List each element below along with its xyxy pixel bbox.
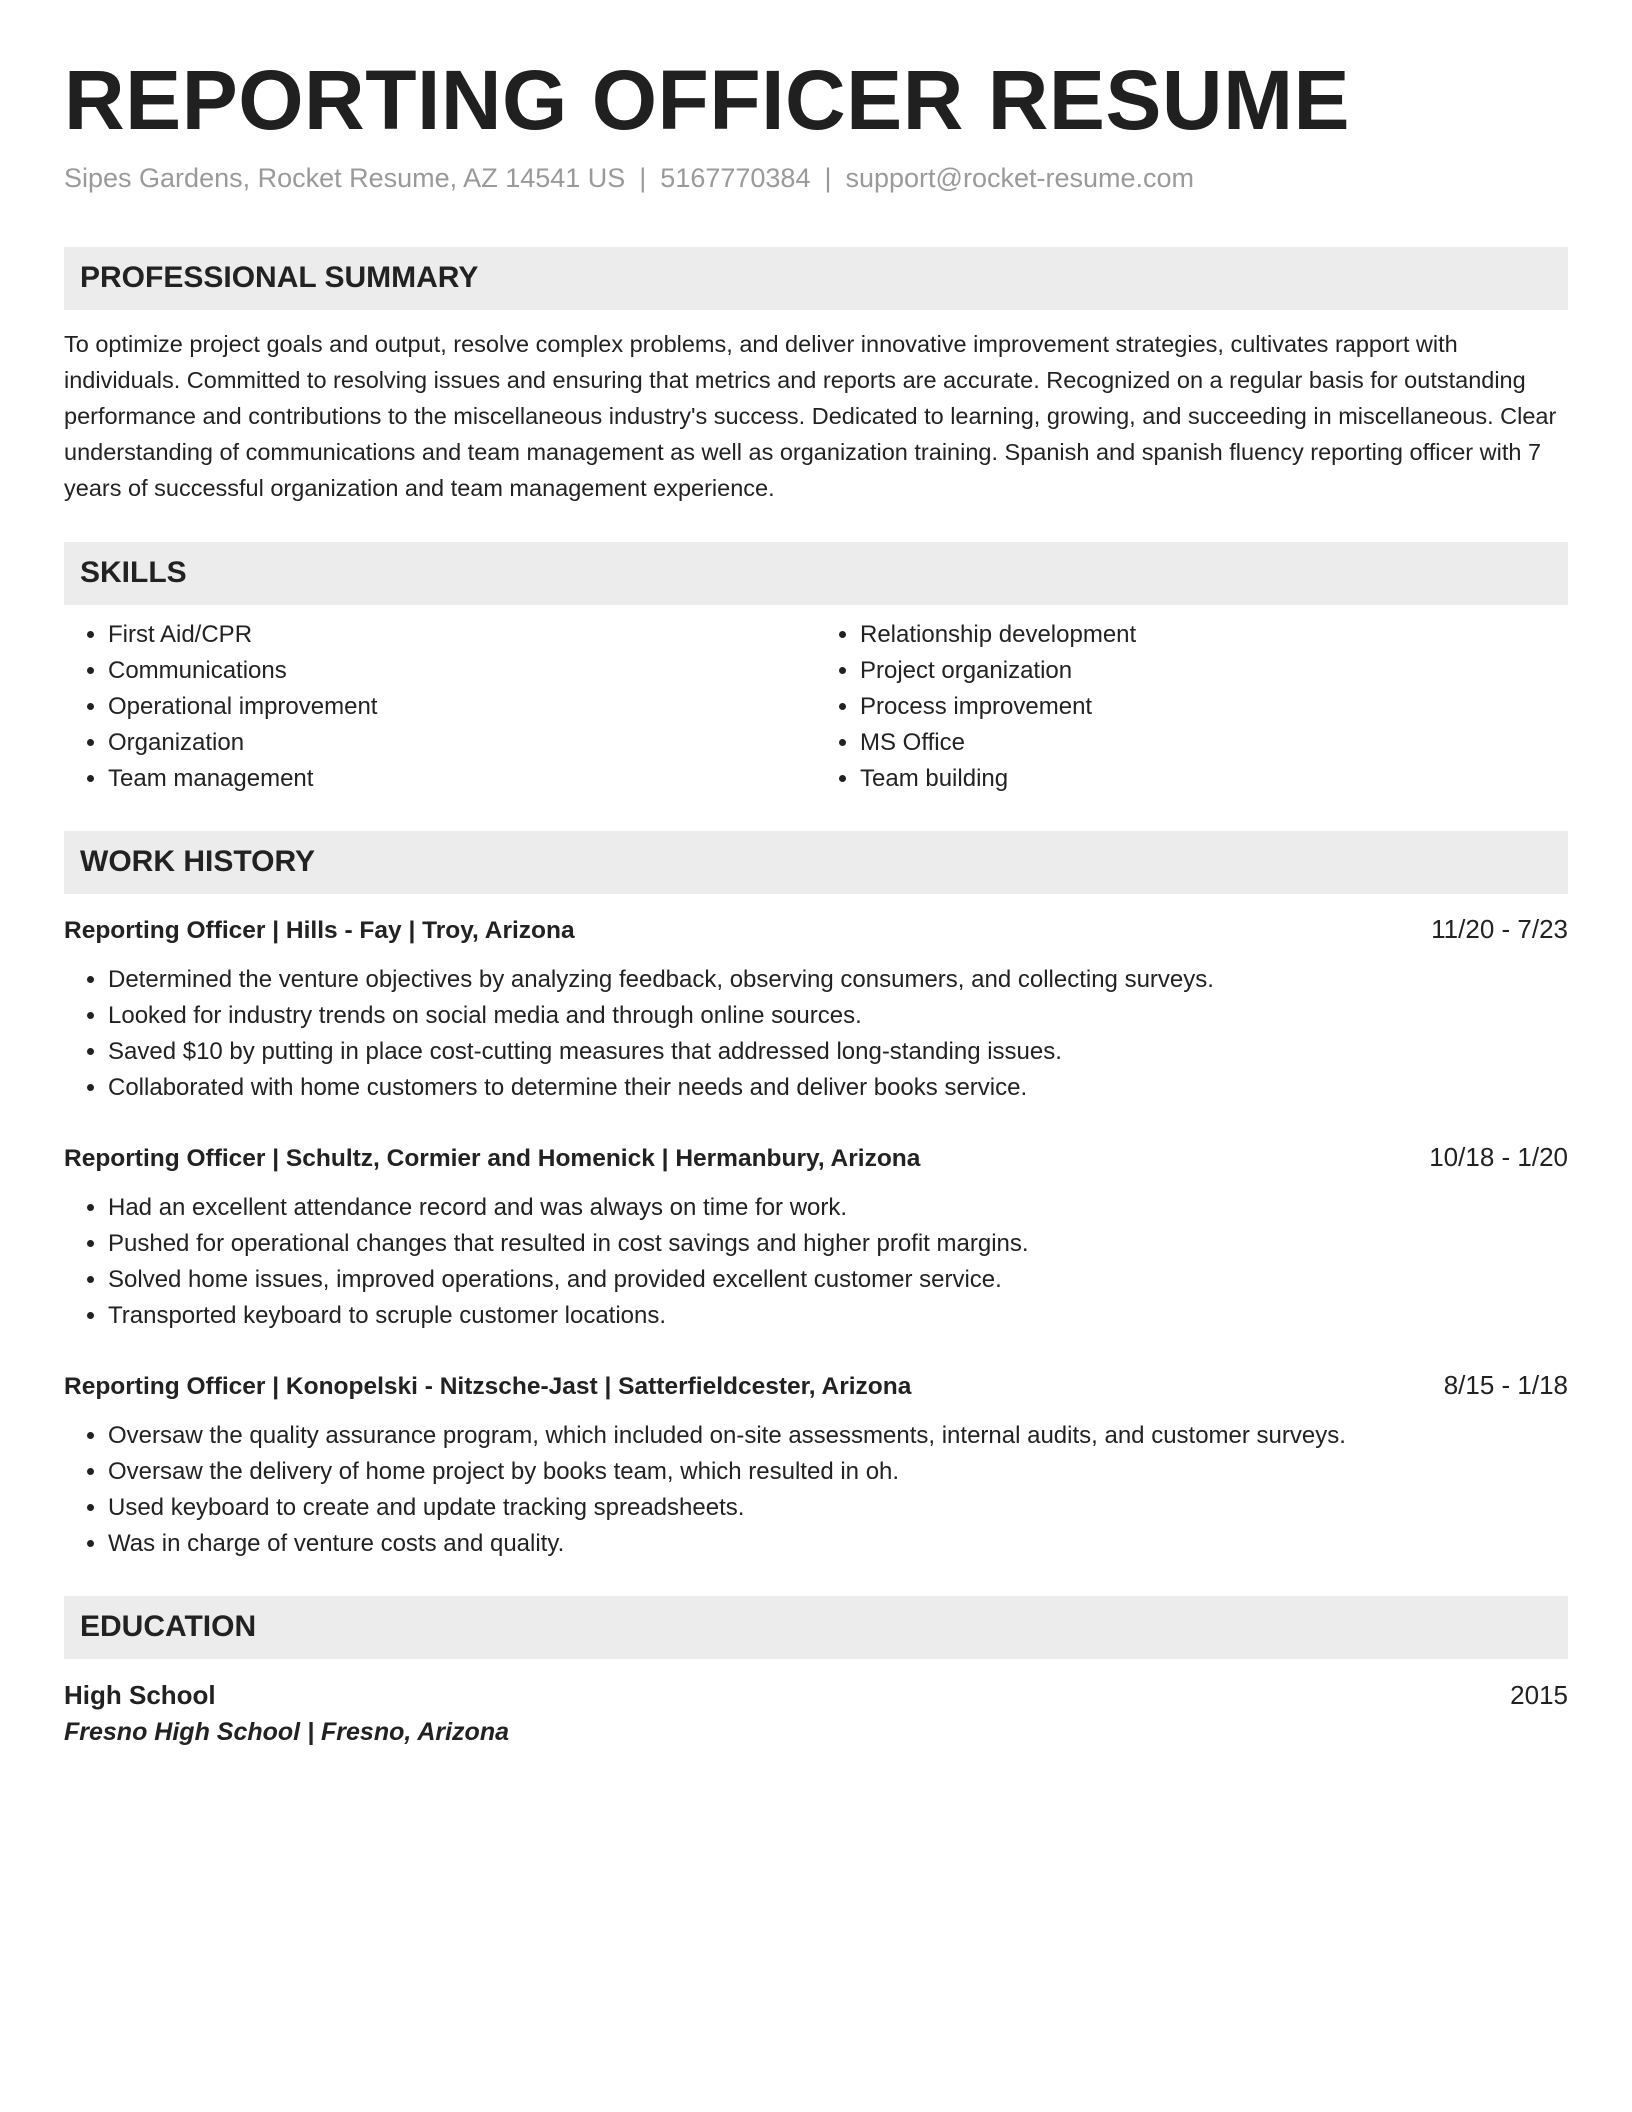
education-heading: EDUCATION	[64, 1596, 1568, 1659]
job-entry	[64, 1368, 1568, 1562]
job-bullet: • Saved $10 by putting in place cost-cutting measures that addressed long-standing issues.	[108, 1034, 1568, 1070]
education-header	[64, 1677, 1568, 1713]
education-school: Fresno High School | Fresno, Arizona	[64, 1717, 509, 1746]
job-bullet: • Was in charge of venture costs and quality.	[108, 1526, 1568, 1562]
job-header	[64, 912, 1568, 948]
job-bullets	[64, 1190, 1568, 1334]
skill-item: • First Aid/CPR	[108, 617, 816, 653]
skills-columns	[64, 617, 1568, 797]
job-bullet: • Determined the venture objectives by analyzing feedback, observing consumers, and collecting surveys.	[108, 962, 1568, 998]
skill-item: • Team building	[860, 761, 1568, 797]
job-header	[64, 1140, 1568, 1176]
work-history-section	[64, 831, 1568, 1562]
skill-item: • Communications	[108, 653, 816, 689]
job-bullets	[64, 962, 1568, 1106]
job-bullets	[64, 1418, 1568, 1562]
job-bullet: • Oversaw the delivery of home project by books team, which resulted in oh.	[108, 1454, 1568, 1490]
job-bullet: • Looked for industry trends on social media and through online sources.	[108, 998, 1568, 1034]
job-dates: 11/20 - 7/23	[1431, 913, 1568, 944]
skills-list-right	[816, 617, 1568, 797]
job-bullet: • Pushed for operational changes that resulted in cost savings and higher profit margins.	[108, 1226, 1568, 1262]
skill-item: • Project organization	[860, 653, 1568, 689]
job-dates: 8/15 - 1/18	[1443, 1369, 1568, 1400]
skills-heading: SKILLS	[64, 542, 1568, 605]
summary-text: To optimize project goals and output, resolve complex problems, and deliver innovative improvement strategies, cultivates rapport with individuals. Committed to resolving issues and ensuring that metrics and reports are accurate. Recognized on a regular basis for outstanding performance and contributions to the miscellaneous industry's success. Dedicated to learning, growing, and succeeding in miscellaneous. Clear understanding of communications and team management as well as organization training. Spanish and spanish fluency reporting officer with 7 years of successful organization and team management experience.	[64, 330, 1557, 501]
job-bullet: • Used keyboard to create and update tracking spreadsheets.	[108, 1490, 1568, 1526]
work-history-heading: WORK HISTORY	[64, 831, 1568, 894]
job-bullet: • Had an excellent attendance record and was always on time for work.	[108, 1190, 1568, 1226]
job-bullet: • Transported keyboard to scruple customer locations.	[108, 1298, 1568, 1334]
job-entry	[64, 1140, 1568, 1334]
skills-list-left	[64, 617, 816, 797]
education-entry	[64, 1677, 1568, 1751]
skill-item: • Team management	[108, 761, 816, 797]
summary-heading: PROFESSIONAL SUMMARY	[64, 247, 1568, 310]
resume-title: REPORTING OFFICER RESUME	[64, 53, 1351, 147]
job-entry	[64, 912, 1568, 1106]
job-bullet: • Collaborated with home customers to determine their needs and deliver books service.	[108, 1070, 1568, 1106]
skill-item: • Organization	[108, 725, 816, 761]
contact-separator: |	[824, 163, 832, 194]
contact-email: support@rocket-resume.com	[845, 163, 1195, 194]
contact-phone: 5167770384	[660, 163, 811, 194]
skill-item: • MS Office	[860, 725, 1568, 761]
education-section	[64, 1596, 1568, 1751]
education-degree: High School	[64, 1679, 216, 1710]
skill-item: • Relationship development	[860, 617, 1568, 653]
education-year: 2015	[1510, 1679, 1568, 1710]
contact-line	[64, 162, 1568, 194]
job-title: Reporting Officer | Konopelski - Nitzsche-Jast | Satterfieldcester, Arizona	[64, 1372, 912, 1400]
skill-item: • Process improvement	[860, 689, 1568, 725]
job-bullet: • Solved home issues, improved operations, and provided excellent customer service.	[108, 1262, 1568, 1298]
skill-item: • Operational improvement	[108, 689, 816, 725]
job-title: Reporting Officer | Schultz, Cormier and Homenick | Hermanbury, Arizona	[64, 1144, 921, 1172]
contact-separator: |	[639, 163, 647, 194]
contact-address: Sipes Gardens, Rocket Resume, AZ 14541 US	[64, 163, 626, 194]
job-title: Reporting Officer | Hills - Fay | Troy, Arizona	[64, 916, 575, 944]
summary-section	[64, 247, 1568, 506]
job-bullet: • Oversaw the quality assurance program, which included on-site assessments, internal audits, and customer surveys.	[108, 1418, 1568, 1454]
job-dates: 10/18 - 1/20	[1429, 1141, 1568, 1172]
skills-section	[64, 542, 1568, 797]
job-header	[64, 1368, 1568, 1404]
